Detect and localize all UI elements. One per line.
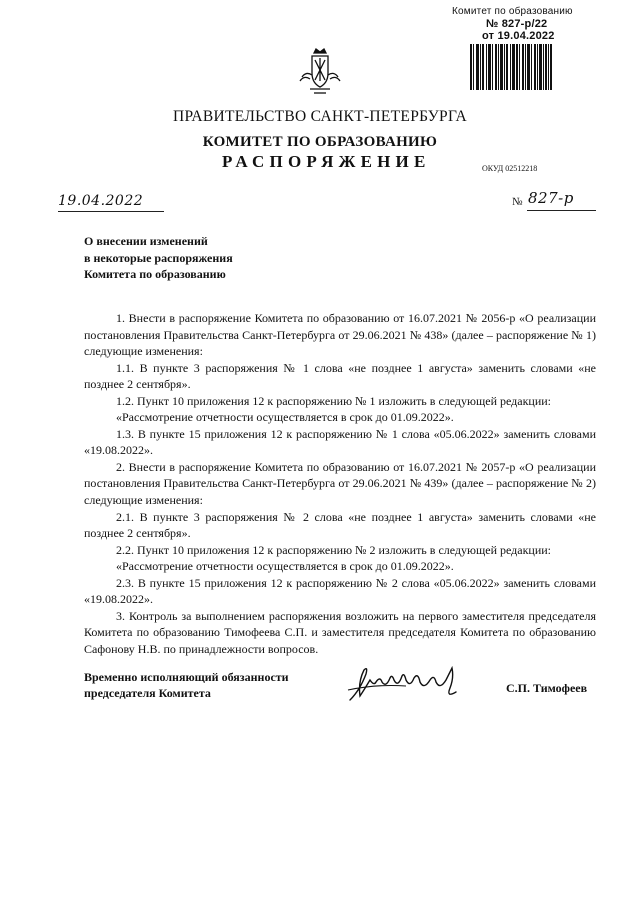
subject-line: О внесении изменений bbox=[84, 234, 208, 248]
committee-title: КОМИТЕТ ПО ОБРАЗОВАНИЮ bbox=[202, 134, 438, 150]
document-date: 19.04.2022 bbox=[58, 193, 144, 209]
date-underline bbox=[58, 211, 164, 212]
document-subject bbox=[84, 233, 233, 283]
stamp-number: № 827-р/22 bbox=[486, 18, 548, 30]
paragraph: 2.2. Пункт 10 приложения 12 к распоряжению № 2 изложить в следующей редакции: bbox=[116, 542, 552, 557]
signatory-name: С.П. Тимофеев bbox=[506, 681, 588, 695]
government-title: ПРАВИТЕЛЬСТВО САНКТ-ПЕТЕРБУРГА bbox=[172, 108, 468, 125]
paragraph: 1.3. В пункте 15 приложения 12 к распоряжению № 1 слова «05.06.2022» заменить словами «19.08.2022». bbox=[84, 426, 596, 458]
coat-of-arms-icon bbox=[296, 47, 344, 95]
number-underline bbox=[527, 210, 596, 211]
paragraph: 1.1. В пункте 3 распоряжения № 1 слова «не позднее 1 августа» заменить словами «не позднее 2 сентября». bbox=[84, 360, 596, 392]
paragraph: 1.2. Пункт 10 приложения 12 к распоряжению № 1 изложить в следующей редакции: bbox=[116, 393, 552, 408]
position-line: Временно исполняющий обязанности bbox=[84, 670, 289, 684]
paragraph: 2. Внести в распоряжение Комитета по образованию от 16.07.2021 № 2057-р «О реализации постановления Правительства Санкт-Петербурга от 29.06.2021 № 439» (далее – распоряжение № 2) следующие изменения: bbox=[84, 459, 596, 508]
barcode-icon bbox=[470, 44, 552, 90]
paragraph: 2.3. В пункте 15 приложения 12 к распоряжению № 2 слова «05.06.2022» заменить словами «19.08.2022». bbox=[84, 575, 596, 607]
document-number: 827-р bbox=[528, 189, 574, 207]
subject-line: Комитета по образованию bbox=[84, 267, 226, 281]
paragraph: «Рассмотрение отчетности осуществляется в срок до 01.09.2022». bbox=[116, 559, 454, 574]
document-type: РАСПОРЯЖЕНИЕ bbox=[222, 152, 431, 171]
stamp-date: от 19.04.2022 bbox=[482, 30, 555, 42]
paragraph: 1. Внести в распоряжение Комитета по образованию от 16.07.2021 № 2056-р «О реализации постановления Правительства Санкт-Петербурга от 29.06.2021 № 438» (далее – распоряжение № 1) следующие изменения: bbox=[84, 311, 596, 359]
document-body bbox=[84, 310, 596, 657]
number-sign: № bbox=[512, 196, 523, 208]
position-line: председателя Комитета bbox=[84, 686, 211, 700]
paragraph: «Рассмотрение отчетности осуществляется в срок до 01.09.2022». bbox=[116, 410, 454, 425]
subject-line: в некоторые распоряжения bbox=[84, 250, 233, 265]
paragraph: 2.1. В пункте 3 распоряжения № 2 слова «не позднее 1 августа» заменить словами «не позднее 2 сентября». bbox=[84, 509, 596, 541]
paragraph: 3. Контроль за выполнением распоряжения возложить на первого заместителя председателя Комитета по образованию Тимофеева С.П. и заместителя председателя Комитета по образованию Сафонову Н.В. по принадлежности вопросов. bbox=[84, 608, 596, 656]
handwritten-signature-icon bbox=[346, 660, 468, 706]
okud-code: ОКУД 02512218 bbox=[482, 164, 538, 173]
stamp-committee: Комитет по образованию bbox=[452, 6, 573, 17]
signatory-position bbox=[84, 669, 289, 701]
